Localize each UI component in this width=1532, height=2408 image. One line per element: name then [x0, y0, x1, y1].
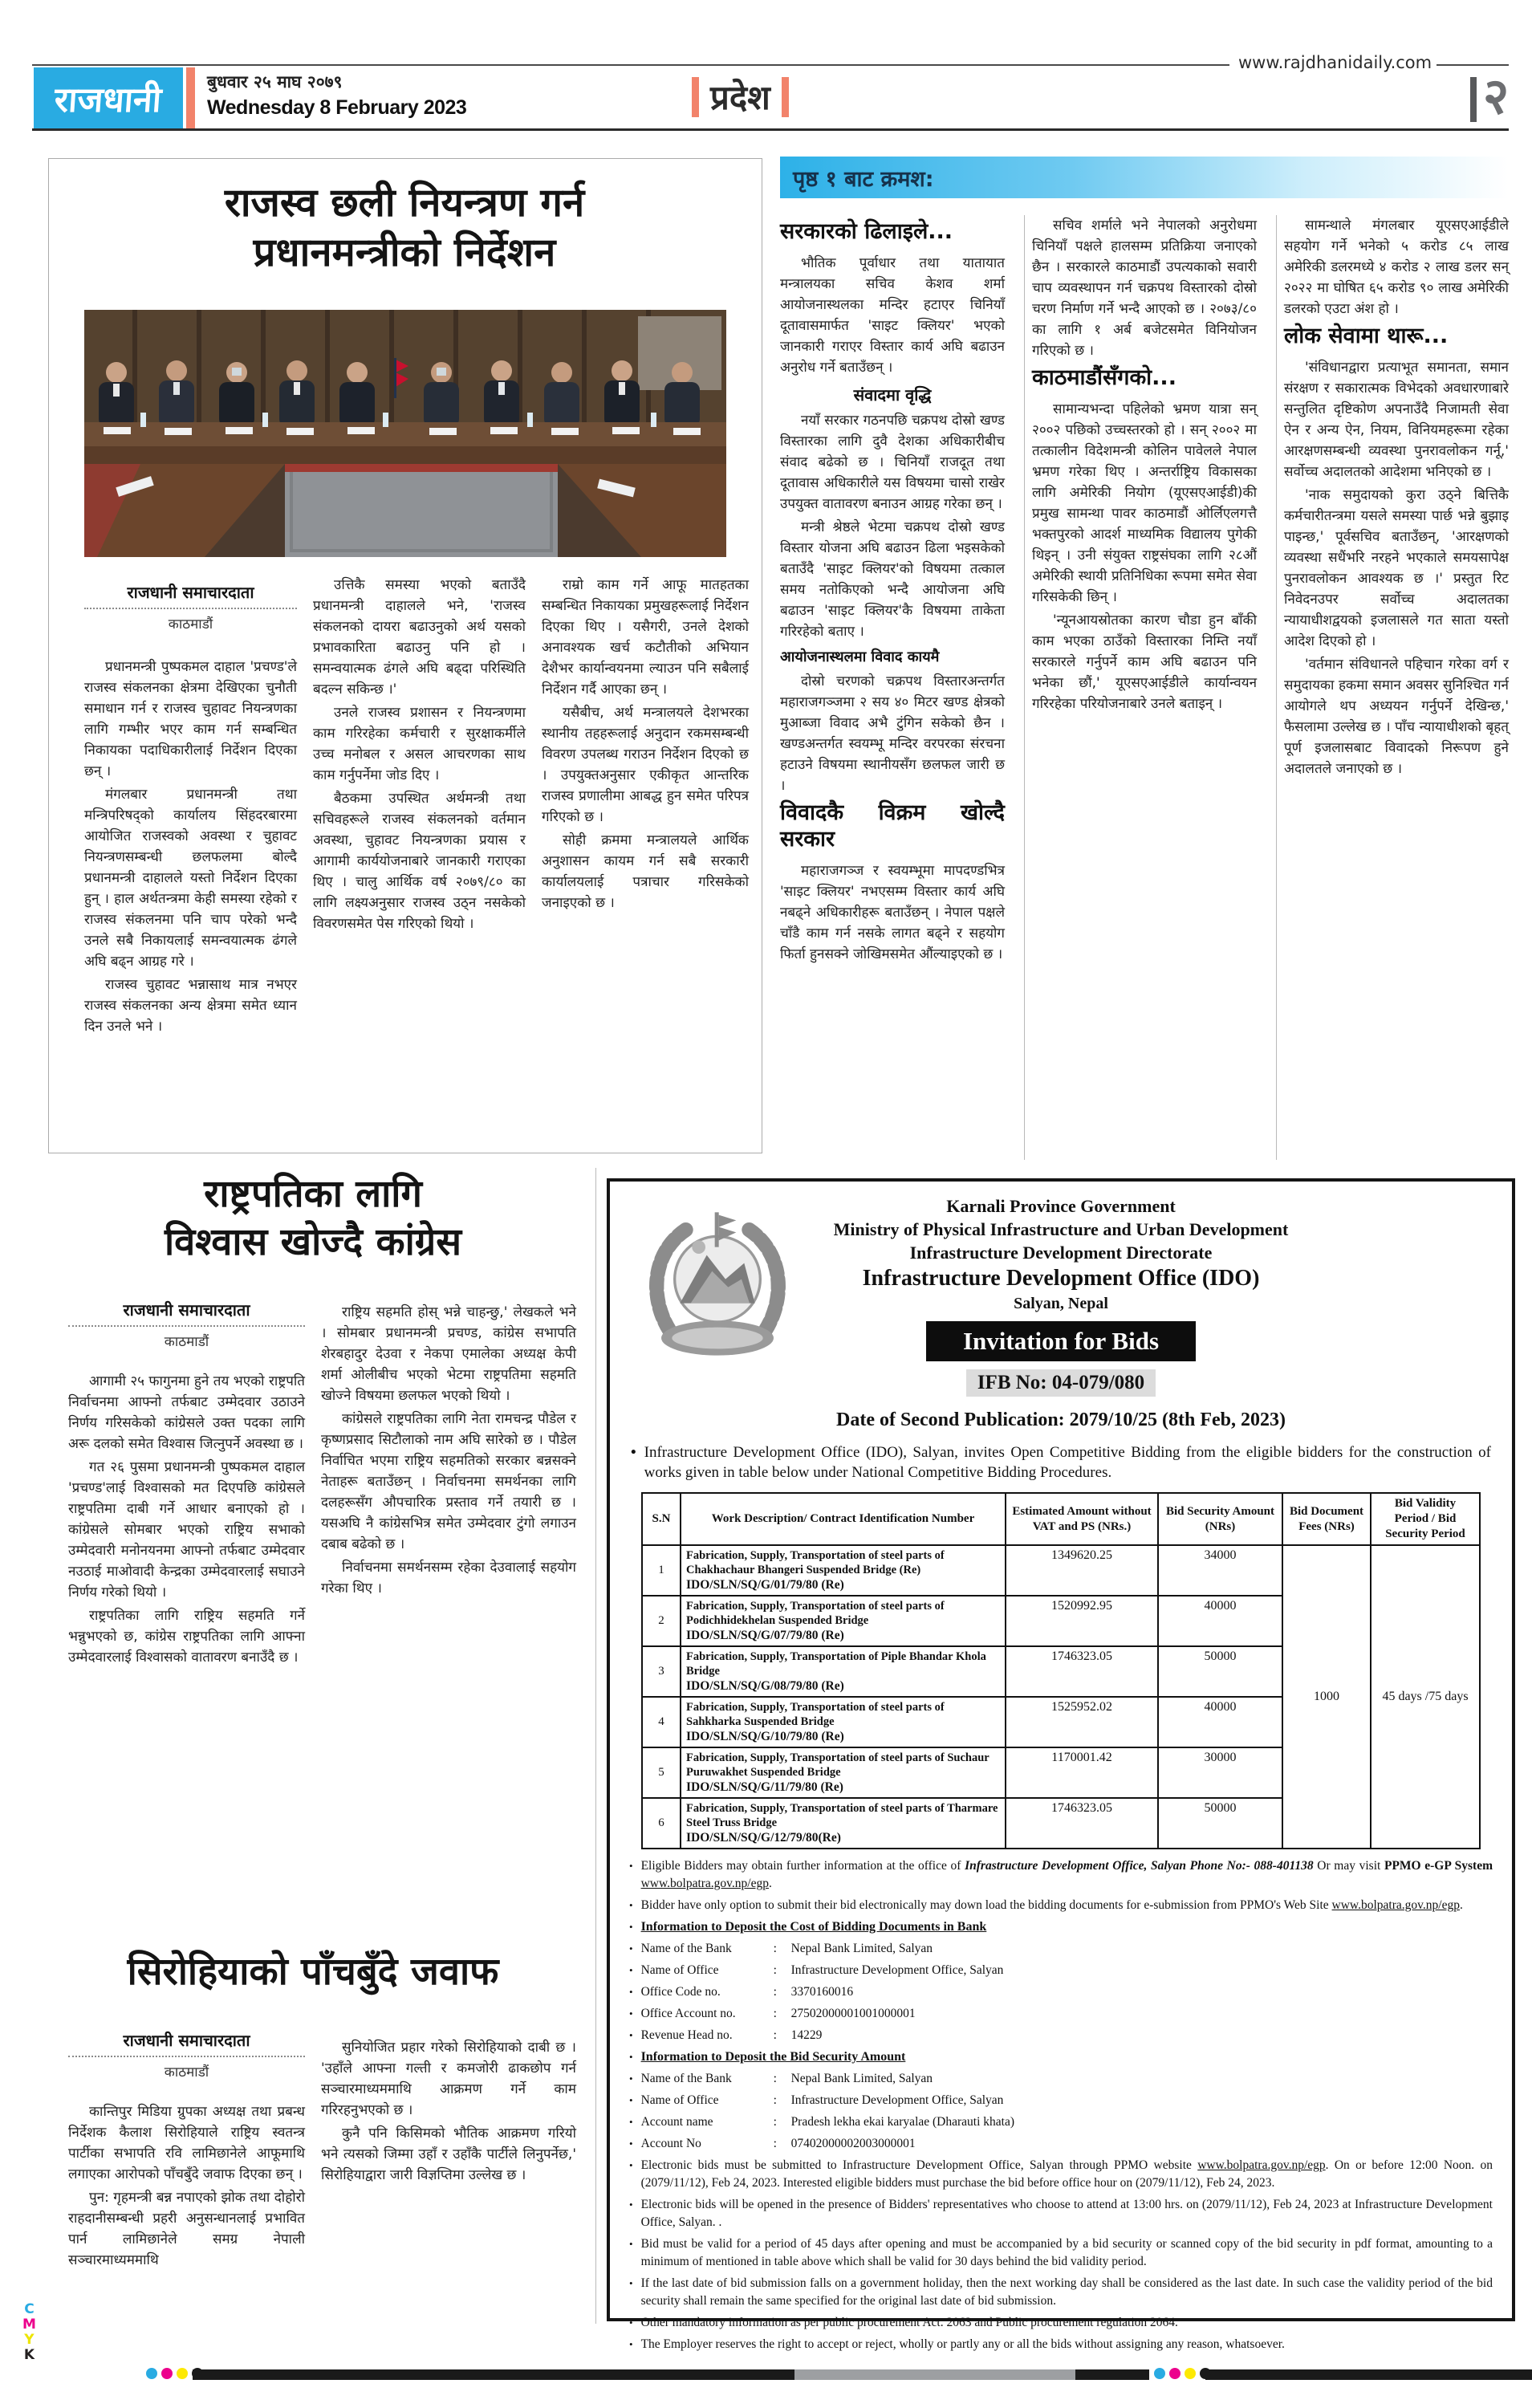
bid-document-fee: 1000: [1282, 1545, 1371, 1849]
kv-value: Pradesh lekha ekai karyalae (Dharauti khata): [790, 2115, 1014, 2129]
bullet-icon: •: [631, 1444, 636, 1461]
contract-id: IDO/SLN/SQ/G/10/79/80 (Re): [686, 1730, 844, 1743]
bank-info-heading: Information to Deposit the Cost of Bidding Documents in Bank: [640, 1920, 987, 1934]
byline-name: राजधानी समाचारदाता: [68, 2029, 305, 2057]
section-accent-bar-left: [692, 77, 699, 117]
paragraph: गत २६ पुसमा प्रधानमन्त्री पुष्पकमल दाहाल 'प्रचण्ड'लाई विश्वासको मत दिएपछि कांग्रेसले राष्ट्रपतिमा दाबी गर्ने आधार बनाएको हो । कांग्रेसले सोमबार भएको राष्ट्रिय सभाको उम्मेदवारी मनोनयनमा आफ्नो तर्फबाट उम्मेदवार नउठाई माओवादी केन्द्रका उम्मेदवारलाई सघाउने निर्णय गरेको थियो ।: [68, 1459, 305, 1601]
kv-value: 07402000002003000001: [790, 2137, 916, 2150]
magenta-mark: M: [22, 2316, 36, 2333]
section-heading: विवादकै विक्रम खोल्दै सरकार: [780, 800, 1005, 852]
masthead-title: राजधानी: [53, 79, 164, 120]
notice-bullet: • Name of the Bank : Nepal Bank Limited, Salyan: [629, 2070, 1493, 2088]
kv-label: Account name: [640, 2115, 713, 2129]
article2-headline-line1: राष्ट्रपतिका लागि: [204, 1172, 422, 1216]
work-description: Fabrication, Supply, Transportation of steel parts of Suchaur Puruwakhet Suspended Bridge: [686, 1751, 990, 1779]
page-number-bar: [1470, 77, 1477, 122]
column-rule: [595, 1168, 596, 2324]
bid-security-info-heading: Information to Deposit the Bid Security Amount: [640, 2050, 906, 2064]
article3-column-1: [68, 2101, 305, 2304]
lead-article-column-2: [313, 575, 526, 1138]
kv-value: Infrastructure Development Office, Salyan: [790, 2093, 1004, 2107]
notice-bullet: • Revenue Head no. : 14229: [629, 2027, 1493, 2044]
registration-dots-right: [1154, 2368, 1211, 2379]
paragraph: भौतिक पूर्वाधार तथा यातायात मन्त्रालयका सचिव केशव शर्मा आयोजनास्थलका मन्दिर हटाएर चिनियाँ दूतावासमार्फत 'साइट क्लियर' भएको जानकारी गराएर विस्तार कार्य अघि बढाउन अनुरोध गर्ने बताउँछन् ।: [780, 255, 1005, 376]
bid-security: 34000: [1158, 1545, 1282, 1596]
office-contact: Infrastructure Development Office, Salyan Phone No:- 088-401138: [965, 1859, 1314, 1873]
work-description: Fabrication, Supply, Transportation of steel parts of Chakhachaur Bhangeri Suspended Bridge (Re): [686, 1549, 945, 1576]
magenta-dot: [161, 2368, 173, 2379]
notice-bullet: • Office Code no. : 3370160016: [629, 1983, 1493, 2001]
notice-bullet: • Account No : 07402000002003000001: [629, 2135, 1493, 2153]
top-rule-left: [32, 64, 1229, 66]
work-description: Fabrication, Supply, Transportation of Piple Bhandar Khola Bridge: [686, 1650, 986, 1678]
lead-article-headline: [48, 178, 761, 278]
footer-bar-segment: [1205, 2369, 1532, 2380]
estimated-amount: 1525952.02: [1006, 1697, 1158, 1747]
letterhead-line3: Infrastructure Development Directorate: [909, 1243, 1213, 1263]
bullet-text: Bid must be valid for a period of 45 days after opening and must be accompanied by a bid security or scanned copy of the bid security in pdf format, amounting to a minimum of mentioned in table above which shall be valid for 30 days behind the bid validity period.: [640, 2237, 1493, 2268]
sn-cell: 4: [642, 1697, 681, 1747]
yellow-dot: [177, 2368, 188, 2379]
col-sn: S.N: [642, 1493, 681, 1545]
notice-bullet: • The Employer reserves the right to accept or reject, wholly or partly any or all the bids without assigning any reason, whatsoever.: [629, 2336, 1493, 2353]
estimated-amount: 1170001.42: [1006, 1747, 1158, 1798]
article2-column-2: [321, 1302, 576, 1901]
footer-bar-segment: [1075, 2369, 1149, 2380]
paragraph: दोस्रो चरणको चक्रपथ विस्तारअन्तर्गत महाराजगञ्जमा २ सय ४० मिटर खण्ड क्षेत्रको मुआब्जा विवाद अभै टुंगिन सकेको छैन । खण्डअन्तर्गत स्वयम्भू मन्दिर वरपरका संरचना हटाउने विषयमा स्थानीयसँग छलफल जारी छ ।: [780, 673, 1005, 794]
paragraph: प्रधानमन्त्री पुष्पकमल दाहाल 'प्रचण्ड'ले राजस्व संकलनका क्षेत्रमा देखिएका चुनौती समाधान गर्न र राजस्व चुहावट नियन्त्रणका लागि गम्भीर भएर काम गर्न सम्बन्धित निकायका पदाधिकारीलाई निर्देशन दिएका छन् ।: [84, 659, 297, 779]
paragraph: बैठकमा उपस्थित अर्थमन्त्री तथा सचिवहरूले राजस्व संकलनको वर्तमान अवस्था, चुहावट नियन्त्रणका प्रयास र आगामी कार्ययोजनाबारे जानकारी गराएका थिए । चालु आर्थिक वर्ष २०७९/८० का लागि लक्ष्यअनुसार राजस्व उठ्न नसकेको विवरणसमेत पेस गरिएको थियो ।: [313, 791, 526, 932]
byline-name: राजधानी समाचारदाता: [68, 1299, 305, 1327]
col-validity: Bid Validity Period / Bid Security Period: [1371, 1493, 1480, 1545]
paragraph: पुन: गृहमन्त्री बन्न नपाएको झोक तथा दोहोरो राहदानीसम्बन्धी प्रहरी अनुसन्धानलाई प्रभावित पार्न लामिछानेले समग्र नेपाली सञ्चारमाध्यममाथि: [68, 2190, 305, 2268]
date-block: [207, 71, 466, 120]
article3-column-2: [321, 2037, 576, 2304]
notice-bullet: • Name of Office : Infrastructure Development Office, Salyan: [629, 2092, 1493, 2109]
meeting-photo: [84, 310, 726, 557]
kv-label: Account No: [640, 2137, 701, 2150]
continued-from-page1-banner: [780, 157, 1509, 198]
byline-dateline: काठमाडौं: [168, 616, 213, 633]
lead-article-column-3: [542, 575, 749, 1138]
kv-label: Name of the Bank: [640, 2072, 732, 2085]
kv-label: Name of Office: [640, 2093, 719, 2107]
contract-id: IDO/SLN/SQ/G/07/79/80 (Re): [686, 1629, 844, 1642]
notice-bullet: • Eligible Bidders may obtain further information at the office of Infrastructure Development Office, Salyan Phone No:- 088-401138 Or may visit PPMO e-GP System www.bolpatra.gov.np/egp.: [629, 1859, 1493, 1890]
notice-bullet: • Name of Office : Infrastructure Development Office, Salyan: [629, 1962, 1493, 1979]
contract-id: IDO/SLN/SQ/G/08/79/80 (Re): [686, 1679, 844, 1693]
continuation-column-1: [780, 215, 1005, 1160]
kv-value: 27502000001001000001: [790, 2007, 916, 2020]
lead-headline-line2: प्रधानमन्त्रीको निर्देशन: [253, 230, 556, 275]
paragraph: निर्वाचनमा समर्थनसम्म रहेका देउवालाई सहयोग गरेका थिए ।: [321, 1560, 576, 1597]
section-heading: सरकारको ढिलाइले...: [780, 219, 953, 244]
paragraph: कुनै पनि किसिमको भौतिक आक्रमण गरियो भने त्यसको जिम्मा उहाँ र उहाँकै पार्टीले लिनुपर्नेछ,' सिरोहियाद्वारा जारी विज्ञप्तिमा उल्लेख छ ।: [321, 2125, 576, 2183]
paragraph: राम्रो काम गर्ने आफू मातहतका सम्बन्धित निकायका प्रमुखहरूलाई निर्देशन दिएका थिए । यसैगरी, उनले देशको अनावश्यक खर्च कटौतीको अभियान देशैभर कार्यान्वयनमा ल्याउन पनि सबैलाई निर्देशन गर्दै आएका छन् ।: [542, 577, 749, 698]
black-mark: K: [23, 2347, 35, 2363]
paragraph: 'वर्तमान संविधानले पहिचान गरेका वर्ग र समुदायका हकमा समान अवसर सुनिश्चित गर्न आयोगले थप अध्ययन गर्नुपर्ने देखिन्छ,' फैसलामा उल्लेख छ । पाँच न्यायाधीशको बृहत् पूर्ण इजलासबाट विवादको निरूपण हुने अदालतले जनाएको छ ।: [1284, 657, 1509, 777]
paragraph: मंगलबार प्रधानमन्त्री तथा मन्त्रिपरिषद्को कार्यालय सिंहदरबारमा आयोजित राजस्वको अवस्था र चुहावट नियन्त्रणसम्बन्धी छलफलमा बोल्दै प्रधानमन्त्री दाहालले यस्तो निर्देशन दिएका हुन् । हाल अर्थतन्त्रमा केही समस्या रहेको र राजस्व संकलनमा पनि चाप परेको भन्दै उनले सबै निकायलाई समन्वयात्मक ढंगले अघि बढ्न आग्रह गरे ।: [84, 787, 297, 970]
website-url: www.rajdhanidaily.com: [1238, 53, 1432, 72]
notice-bullet: • If the last date of bid submission falls on a government holiday, then the next working day shall be considered as the last date. In such case the validity period of the bid security shall remain the same specified for the original last date of bid submission.: [629, 2275, 1493, 2310]
footer-bar-segment: [193, 2369, 794, 2380]
bullet-text: The Employer reserves the right to accept or reject, wholly or partly any or all the bids without assigning any reason, whatsoever.: [640, 2337, 1285, 2351]
article2-byline: [68, 1299, 305, 1350]
paragraph: उत्तिकै समस्या भएको बताउँदै प्रधानमन्त्री दाहालले भने, 'राजस्व संकलनको दायरा बढाउनुको अर्थ यसको प्रभावकारिता बढाउनु पनि हो । समन्वयात्मक ढंगले अघि बढ्दा परिस्थिति बदल्न सकिन्छ ।': [313, 577, 526, 698]
magenta-dot: [1169, 2368, 1180, 2379]
ifb-number: IFB No: 04-079/080: [966, 1369, 1156, 1397]
article3-byline: [68, 2029, 305, 2081]
paragraph: सामन्थाले मंगलबार यूएसएआईडीले सहयोग गर्ने भनेको ५ करोड ८५ लाख अमेरिकी डलरमध्ये ४ करोड २ लाख डलर सन् २०२२ मा घोषित ६५ करोड ९० लाख अमेरिकी डलरको एउटा अंश हो ।: [1284, 218, 1509, 317]
bullet-text: Other mandatory information as per public procurement Act. 2063 and Public procurement regulation 2064.: [640, 2316, 1178, 2329]
article2-column-1: [68, 1371, 305, 1894]
page-number-block: [1470, 67, 1510, 125]
bullet-text: Eligible Bidders may obtain further information at the office of: [640, 1859, 965, 1873]
contract-id: IDO/SLN/SQ/G/01/79/80 (Re): [686, 1578, 844, 1592]
col-estimated-amount: Estimated Amount without VAT and PS (NRs.): [1006, 1493, 1158, 1545]
work-description: Fabrication, Supply, Transportation of steel parts of Sahkharka Suspended Bridge: [686, 1701, 945, 1728]
sn-cell: 2: [642, 1596, 681, 1646]
sn-cell: 5: [642, 1747, 681, 1798]
bold-lead-in: आयोजनास्थलमा विवाद कायमै: [780, 649, 940, 665]
byline-dateline: काठमाडौं: [164, 1334, 209, 1350]
paragraph: राष्ट्रिय सहमति होस् भन्ने चाहन्छु,' लेखकले भने । सोमबार प्रधानमन्त्री प्रचण्ड, कांग्रेस सभापति शेरबहादुर देउवा र नेकपा एमालेका अध्यक्ष केपी शर्मा ओलीबीच भएको भेटमा राष्ट्रपतिमा सहमति खोज्ने विषयमा छलफल भएको थियो ।: [321, 1304, 576, 1404]
government-emblem-logo: [637, 1201, 798, 1379]
kv-label: Name of Office: [640, 1963, 719, 1977]
notice-bullet: • Information to Deposit the Cost of Bidding Documents in Bank: [629, 1918, 1493, 1936]
column-rule: [1024, 215, 1025, 1160]
notice-bullet: • Electronic bids will be opened in the presence of Bidders' representatives who choose to attend at 13:00 hrs. on (2079/11/12), Feb 24, 2023 at Infrastructure Development Office, Salyan. .: [629, 2196, 1493, 2231]
section-label: [692, 74, 789, 120]
kv-label: Office Code no.: [640, 1985, 721, 1999]
bid-security: 50000: [1158, 1646, 1282, 1697]
notice-bullet: • Bidder have only option to submit their bid electronically may down load the bidding documents for e-submission from PPMO's Web Site www.bolpatra.gov.np/egp.: [629, 1898, 1463, 1912]
bid-security: 40000: [1158, 1697, 1282, 1747]
continued-label: पृष्ठ १ बाट क्रमश:: [793, 166, 934, 192]
contract-id: IDO/SLN/SQ/G/12/79/80(Re): [686, 1831, 841, 1845]
sn-cell: 6: [642, 1798, 681, 1849]
sn-cell: 1: [642, 1545, 681, 1596]
page-number: २: [1483, 67, 1510, 125]
cyan-dot: [146, 2368, 157, 2379]
notice-bullet: • Information to Deposit the Bid Security Amount: [629, 2048, 1493, 2066]
bullet-text: Electronic bids will be opened in the presence of Bidders' representatives who choose to attend at 13:00 hrs. on (2079/11/12), Feb 24, 2023 at Infrastructure Development Office, Salyan. .: [640, 2198, 1493, 2229]
table-row: [642, 1545, 1480, 1596]
publication-date: Date of Second Publication: 2079/10/25 (8th Feb, 2023): [836, 1409, 1286, 1430]
bolpatra-link: www.bolpatra.gov.np/egp: [640, 1877, 769, 1890]
bid-validity: 45 days /75 days: [1371, 1545, 1480, 1849]
paragraph: राजस्व चुहावट भन्नासाथ मात्र नभएर राजस्व संकलनका अन्य क्षेत्रमा समेत ध्यान दिन उनले भने ।: [84, 977, 297, 1035]
section-heading: काठमाडौंसँगको...: [1032, 365, 1176, 390]
col-doc-fees: Bid Document Fees (NRs): [1282, 1493, 1371, 1545]
paragraph: सुनियोजित प्रहार गरेको सिरोहियाको दाबी छ । 'उहाँले आफ्ना गल्ती र कमजोरी ढाकछोप गर्न सञ्चारमाध्यममाथि आक्रमण गर्ने काम गरिरहनुभएको छ ।: [321, 2040, 576, 2118]
column-rule: [1276, 215, 1277, 1160]
masthead-accent-bar: [186, 67, 195, 128]
header-rule: [32, 128, 1509, 131]
notice-bullet: • Account name : Pradesh lekha ekai karyalae (Dharauti khata): [629, 2113, 1493, 2131]
paragraph: उनले राजस्व प्रशासन र नियन्त्रणमा काम गरिरहेका कर्मचारी र सुरक्षाकर्मीले उच्च मनोबल र असल आचरणका साथ काम गर्नुपर्नेमा जोड दिए ।: [313, 705, 526, 783]
bullet-text: .: [768, 1877, 772, 1890]
lead-article-column-1: [84, 657, 297, 1138]
bolpatra-link: www.bolpatra.gov.np/egp: [1197, 2158, 1326, 2172]
work-description: Fabrication, Supply, Transportation of steel parts of Tharmare Steel Truss Bridge: [686, 1802, 998, 1829]
notice-bullet: • Bid must be valid for a period of 45 days after opening and must be accompanied by a bid security or scanned copy of the bid security in pdf format, amounting to a minimum of mentioned in table above which shall be valid for 30 days behind the bid validity period.: [629, 2235, 1493, 2271]
kv-label: Revenue Head no.: [640, 2028, 733, 2042]
paragraph: सोही क्रममा मन्त्रालयले आर्थिक अनुशासन कायम गर्न सबै सरकारी कार्यालयलाई पत्राचार गरिसकेको जनाइएको छ ।: [542, 832, 749, 911]
kv-value: Infrastructure Development Office, Salyan: [790, 1963, 1004, 1977]
letterhead-line2: Ministry of Physical Infrastructure and Urban Development: [833, 1219, 1289, 1239]
paragraph: कान्तिपुर मिडिया ग्रुपका अध्यक्ष तथा प्रबन्ध निर्देशक कैलाश सिरोहियाले राष्ट्रिय स्वतन्त्र पार्टीका सभापति रवि लामिछानेले आफूमाथि लगाएका आरोपको पाँचबुँदे जवाफ दिएका छन् ।: [68, 2104, 305, 2182]
bid-security: 30000: [1158, 1747, 1282, 1798]
bolpatra-link: www.bolpatra.gov.np/egp: [1331, 1898, 1460, 1912]
section-accent-bar-right: [782, 77, 789, 117]
cyan-mark: C: [24, 2301, 35, 2317]
notice-bullet: • Other mandatory information as per public procurement Act. 2063 and Public procurement regulation 2064.: [629, 2314, 1493, 2332]
contract-id: IDO/SLN/SQ/G/11/79/80 (Re): [686, 1780, 843, 1794]
letterhead-line1: Karnali Province Government: [946, 1196, 1176, 1216]
article2-headline: [48, 1170, 578, 1267]
estimated-amount: 1520992.95: [1006, 1596, 1158, 1646]
paragraph: कांग्रेसले राष्ट्रपतिका लागि नेता रामचन्द्र पौडेल र कृष्णप्रसाद सिटौलाको नाम अघि सारेको छ । पौडेल निर्वाचित भएमा राष्ट्रिय सहमतिको सरकार बन्नसक्ने नेताहरू बताउँछन् । निर्वाचनमा समर्थनका लागि दलहरूसँग औपचारिक प्रस्ताव गर्ने तयारी छ । यसअघि नै कांग्रेसभित्र समेत उम्मेदवार टुंगो लगाउन दबाब बढेको छ ।: [321, 1411, 576, 1552]
letterhead-location: Salyan, Nepal: [1014, 1295, 1108, 1312]
paragraph: 'नाक समुदायको कुरा उठ्ने बित्तिकै कर्मचारीतन्त्रमा यसले समस्या पार्छ भन्ने बुझाइ पाइन्छ,' पूर्वसचिव बताउँछन्, 'आरक्षणको व्यवस्था सधैंभरि नरहने भएकाले समयसापेक्ष पुनरावलोकन आवश्यक छ ।' प्रस्तुत रिट निवेदनउपर सर्वोच्च अदालतका न्यायाधीशद्वयको इजलासले गत साता यस्तो आदेश दिएको हो ।: [1284, 487, 1509, 649]
kv-label: Office Account no.: [640, 2007, 736, 2020]
paragraph: 'संविधानद्वारा प्रत्याभूत समानता, समान संरक्षण र सकारात्मक विभेदको अवधारणाबारे सन्तुलित दृष्टिकोण अपनाउँदै निजामती सेवा ऐन र अन्य ऐन, नियम, विनियमहरूमा रहेका आरक्षणसम्बन्धी व्यवस्था पुनरावलोकन गर्नू,' सर्वोच्च अदालतको आदेशमा भनिएको छ ।: [1284, 360, 1509, 480]
work-description: Fabrication, Supply, Transportation of steel parts of Podichhidekhelan Suspended Bridge: [686, 1600, 945, 1627]
col-bid-security: Bid Security Amount (NRs): [1158, 1493, 1282, 1545]
bid-security: 40000: [1158, 1596, 1282, 1646]
section-heading: लोक सेवामा थारू...: [1284, 323, 1449, 348]
kv-label: Name of the Bank: [640, 1942, 732, 1955]
yellow-dot: [1185, 2368, 1196, 2379]
paragraph: मन्त्री श्रेष्ठले भेटमा चक्रपथ दोस्रो खण्ड विस्तार योजना अघि बढाउन ढिला भइसकेको बताउँदै 'साइट क्लियर'को विषयमा तत्काल समय नतोकिएको भन्दै आयोजना अघि बढाउन 'साइट क्लियर'कै विषयमा ताकेता गरिरहेको बताए ।: [780, 519, 1005, 640]
byline-dateline: काठमाडौं: [164, 2064, 209, 2081]
bid-security: 50000: [1158, 1798, 1282, 1849]
paragraph: आगामी २५ फागुनमा हुने तय भएको राष्ट्रपति निर्वाचनमा आफ्नो तर्फबाट उम्मेदवार उठाउने निर्णय गरिसकेको कांग्रेसले उक्त पदका लागि अरू दलको समेत विश्वास जित्नुपर्ने अवस्था छ ।: [68, 1373, 305, 1452]
estimated-amount: 1746323.05: [1006, 1798, 1158, 1849]
cyan-dot: [1154, 2368, 1165, 2379]
cmyk-print-marks: [22, 2302, 36, 2363]
kv-value: Nepal Bank Limited, Salyan: [790, 2072, 933, 2085]
paragraph: 'न्यूनआयस्रोतका कारण चौडा हुन बाँकी काम भएका ठाउँको विस्तारका निम्ति नयाँ सरकारले गर्नुपर्ने काम अघि बढाउन पनि भनेका छौं,' यूएसएआईडीले कार्यान्वयन गरिरहेका परियोजनाबारे उनले बताइन् ।: [1032, 612, 1257, 712]
bullet-text: If the last date of bid submission falls on a government holiday, then the next working day shall be considered as the last date. In such case the validity period of the bid security shall remain the same specified for the original last date of bid submission.: [640, 2276, 1493, 2308]
notice-bullet-list: [629, 1857, 1493, 2353]
notice-intro-text: Infrastructure Development Office (IDO), Salyan, invites Open Competitive Bidding from the eligible bidders for the construction of works given in table below under National Competitive Bidding Procedures.: [644, 1444, 1491, 1481]
notice-bullet: • Name of the Bank : Nepal Bank Limited, Salyan: [629, 1940, 1493, 1958]
notice-bullet: • Electronic bids must be submitted to Infrastructure Development Office, Salyan through PPMO website www.bolpatra.gov.np/egp. On or before 12:00 Noon. on (2079/11/12), Feb 24, 2023. Interested eligible bidders must purchase the bid before office hour on (2079/11/12), Feb 24, 2023.: [629, 2158, 1493, 2190]
bullet-text: Electronic bids must be submitted to Infrastructure Development Office, Salyan through PPMO website: [640, 2158, 1198, 2172]
footer-bar-segment-gray: [794, 2369, 1075, 2380]
paragraph: नयाँ सरकार गठनपछि चक्रपथ दोस्रो खण्ड विस्तारका लागि दुवै देशका अधिकारीबीच संवाद बढेको छ । चिनियाँ राजदूत तथा दूतावास अधिकारीले यस विषयमा चासो राखेर उपयुक्त वातावरण बनाउन आग्रह गरेका छन् ।: [780, 413, 1005, 512]
masthead-logo: [34, 67, 183, 128]
section-name: प्रदेश: [710, 78, 770, 117]
date-nepali: बुधवार २५ माघ २०७९: [207, 72, 343, 92]
notice-bullet: • Office Account no. : 27502000001001000001: [629, 2005, 1493, 2023]
kv-value: 3370160016: [790, 1985, 854, 1999]
lead-headline-line1: राजस्व छली नियन्त्रण गर्न: [224, 180, 585, 226]
bullet-text: Bidder have only option to submit their bid electronically may down load the bidding documents for e-submission from PPMO's Web Site: [640, 1898, 1332, 1912]
kv-value: 14229: [790, 2028, 823, 2042]
paragraph: सामान्यभन्दा पहिलेको भ्रमण यात्रा सन् २००२ पछिको उच्चस्तरको हो । सन् २००२ मा तत्कालीन विदेशमन्त्री कोलिन पावेलले नेपाल भ्रमण गरेका थिए । अन्तर्राष्ट्रिय विकासका लागि अमेरिकी नियोग (यूएसएआईडी)की प्रमुख सामन्था पावर काठमाडौं ओर्लिएलगत्तै भक्तपुरको आदर्श माध्यमिक विद्यालय पुगेकी थिइन् । उनी संयुक्त राष्ट्रसंघका लागि २८औं अमेरिकी स्थायी प्रतिनिधिका रूपमा समेत सेवा गरिसकेकी छिन् ।: [1032, 401, 1257, 605]
estimated-amount: 1349620.25: [1006, 1545, 1158, 1596]
article3-headline-line1: सिरोहियाको पाँचबुँदे जवाफ: [127, 1950, 499, 1994]
yellow-mark: Y: [24, 2332, 35, 2348]
paragraph: महाराजगञ्ज र स्वयम्भूमा मापदण्डभित्र 'साइट क्लियर' नभएसम्म विस्तार कार्य अघि नबढ्ने अधिकारीहरू बताउँछन् । नेपाल पक्षले चाँडै काम गर्न नसके लागत बढ्ने र सहयोग फिर्ता हुनसक्ने जोखिमसमेत औंल्याइएको छ ।: [780, 863, 1005, 962]
col-work-description: Work Description/ Contract Identification Number: [681, 1493, 1006, 1545]
article2-headline-line2: विश्वास खोज्दै कांग्रेस: [164, 1220, 462, 1264]
bids-table: [641, 1492, 1481, 1849]
paragraph: यसैबीच, अर्थ मन्त्रालयले देशभरका स्थानीय तहहरूलाई अनुदान रकमसम्बन्धी विवरण उपलब्ध गराउन निर्देशन दिएको छ । उपयुक्तअनुसार एकीकृत आन्तरिक राजस्व प्रणालीमा आबद्ध हुन समेत परिपत्र गरिएको छ ।: [542, 705, 749, 825]
kv-value: Nepal Bank Limited, Salyan: [790, 1942, 933, 1955]
bullet-text: . On or before 12:00 Noon. on (2079/11/12), Feb 24, 2023. Interested eligible bidders must purchase the bid before office hour on (2079/11/12), Feb 24, 2023.: [640, 2158, 1493, 2190]
article3-headline: [48, 1949, 578, 1995]
continuation-column-2: [1032, 215, 1257, 1160]
date-english: Wednesday 8 February 2023: [207, 96, 467, 119]
paragraph: राष्ट्रपतिका लागि राष्ट्रिय सहमति गर्ने भन्नुभएको छ, कांग्रेस राष्ट्रपतिका लागि आफ्ना उम्मेदवारलाई विश्वासको वातावरण बनाउँदै छ ।: [68, 1608, 305, 1666]
top-rule-right: [1437, 64, 1509, 66]
continuation-column-3: [1284, 215, 1509, 1160]
table-header-row: [642, 1493, 1480, 1545]
invitation-for-bids-notice: [607, 1178, 1515, 2351]
notice-intro: [631, 1442, 1491, 1483]
estimated-amount: 1746323.05: [1006, 1646, 1158, 1697]
invitation-for-bids-title: Invitation for Bids: [926, 1321, 1196, 1361]
byline-name: राजधानी समाचारदाता: [84, 581, 297, 609]
lead-article-byline: [84, 581, 297, 633]
bullet-text: PPMO e-GP System: [1384, 1859, 1493, 1873]
bullet-text: .: [1459, 1898, 1463, 1912]
bullet-text: Or may visit: [1313, 1859, 1384, 1873]
sn-cell: 3: [642, 1646, 681, 1697]
paragraph: सचिव शर्माले भने नेपालको अनुरोधमा चिनियाँ पक्षले हालसम्म प्रतिक्रिया जनाएको छैन । सरकारले काठमाडौं उपत्यकाको सवारी चाप व्यवस्थापन गर्न चक्रपथ विस्तारको दोस्रो चरण निर्माण गर्ने भन्दै आएको छ । २०७३/८० का लागि १ अर्ब बजेटसमेत विनियोजन गरिएको छ ।: [1032, 218, 1257, 359]
sub-heading: संवादमा वृद्धि: [853, 385, 932, 405]
letterhead-office: Infrastructure Development Office (IDO): [862, 1266, 1260, 1291]
